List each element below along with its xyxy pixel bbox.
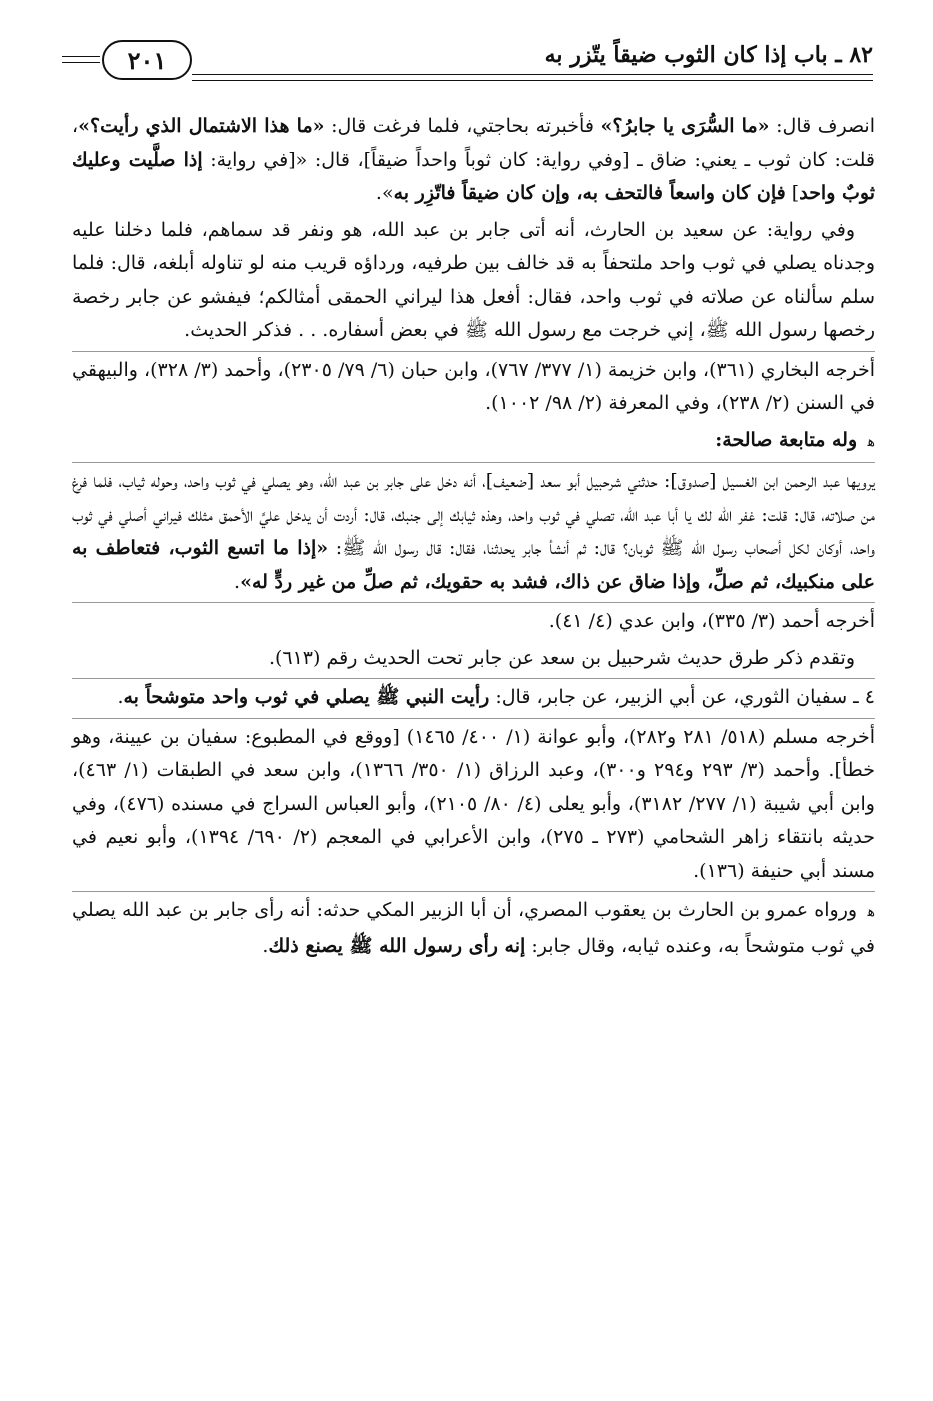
text-run: فأخبرته بحاجتي، فلما فرغت قال: [324,115,601,137]
paragraph-separator [72,351,875,352]
emphasized-text: وله متابعة صالحة: [715,428,858,451]
emphasized-text: إنه رأى رسول الله ﷺ يصنع ذلك [268,934,526,957]
text-run: ، قلت: كان ثوب ـ يعني: ضاق ـ [وفي رواية: كان ثوباً واحداً ضيقاً]، قال: «[في رواية: [72,115,875,171]
paragraph-separator [72,718,875,719]
emphasized-text: إذا صلَّيت وعليك ثوبٌ واحد [72,148,875,204]
paragraph-p4 [72,424,875,460]
text-run: ورواه عمرو بن الحارث بن يعقوب المصري، أن أبا الزبير المكي حدثه: أنه رأى جابر بن عبد الله يصلي في ثوب متوشحاً به، وعنده ثيابه، وقال جابر: [72,899,875,957]
text-run: يرويها عبد الرحمن ابن الغسيل [صدوق]: حدثني شرحبيل أبو سعد [ضعيف]، أنه دخل على جابر بن عبد الله، وهو يصلي في ثوب واحد، وحوله ثياب، فلما فرغ من صلاته، قال: قلت: غفر الله لك يا أبا عبد الله، تصلي في ثوب واحد، وهذه ثيابك إلى جنبك، قال: أردت أن يدخل عليَّ الأحمق مثلك فيراني أصلي في ثوب واحد، أوكان لكل أصحاب رسول الله ﷺ ثوبان؟ قال: ثم أنشأ جابر يحدثنا، فقال: قال رسول الله ﷺ: [72,470,875,559]
emphasized-text: «إذا ما اتسع الثوب، فتعاطف به على منكبيك، ثم صلِّ، وإذا ضاق عن ذاك، فشد به حقويك، ثم صلِّ من غير ردٍّ له» [72,537,875,593]
text-run: أخرجه البخاري (٣٦١)، وابن خزيمة (١/ ٣٧٧/ ٧٦٧)، وابن حبان (٦/ ٧٩/ ٢٣٠٥)، وأحمد (٣/ ٣٢٨)، والبيهقي في السنن (٢/ ٢٣٨)، وفي المعرفة (٢/ ٩٨/ ١٠٠٢). [72,358,875,414]
text-run: أخرجه أحمد (٣/ ٣٣٥)، وابن عدي (٤/ ٤١). [548,610,875,632]
header-rule [62,56,100,57]
paragraph-separator [72,678,875,679]
paragraph-p7 [72,642,875,676]
text-run: أخرجه مسلم (٥١٨/ ٢٨١ و٢٨٢)، وأبو عوانة (١/ ٤٠٠/ ١٤٦٥) [ووقع في المطبوع: سفيان بن عيينة، وهو خطأ]. وأحمد (٣/ ٢٩٣ و٢٩٤ و٣٠٠)، وعبد الرزاق (١/ ٣٥٠/ ١٣٦٦)، وابن سعد في الطبقات (١/ ٤٦٣)، وابن أبي شيبة (١/ ٢٧٧/ ٣١٨٢)، وأبو يعلى (٤/ ٨٠/ ٢١٠٥)، وأبو العباس السراج في مسنده (٤٧٦)، وفي حديثه بانتقاء زاهر الشحامي (٢٧٣ ـ ٢٧٥)، وابن الأعرابي في المعجم (٢/ ٦٩٠/ ١٣٩٤)، وأبو نعيم في مسند أبي حنيفة (١٣٦). [72,725,876,882]
emphasized-text: «ما هذا الاشتمال الذي رأيت؟» [78,115,325,137]
paragraph-p8 [72,681,875,715]
text-run: . [262,934,269,957]
paragraph-separator [72,891,875,892]
emphasized-text: «ما السُّرَى يا جابرُ؟» [600,115,770,137]
text-run: وفي رواية: عن سعيد بن الحارث، أنه أتى جابر بن عبد الله، هو ونفر قد سماهم، فلما دخلنا عليه وجدناه يصلي في ثوب واحد ملتحفاً به قد خالف بين طرفيه، ورداؤه قريب منه لو تناوله أبلغه، قال: فلما سلم سألناه عن صلاته في ثوب واحد، فقال: أفعل هذا ليراني الحمقى أمثالكم؛ فيفشو عن جابر رخصة رخصها رسول الله ﷺ، إني خرجت مع رسول الله ﷺ في بعض أسفاره. . . فذكر الحديث. [72,218,875,341]
paragraph-p9 [72,721,875,889]
section-marker-icon: ﻫ [863,904,876,920]
paragraph-p1 [72,110,875,211]
section-marker-icon: ﻫ [863,433,875,450]
page-body [72,110,875,966]
header-rule [62,62,100,63]
paragraph-separator [72,602,875,603]
running-title: ٨٢ ـ باب إذا كان الثوب ضيقاً يتّزر به [544,42,873,68]
paragraph-separator [72,462,875,463]
paragraph-p6 [72,605,875,639]
emphasized-text: فإن كان واسعاً فالتحف به، وإن كان ضيقاً فاتّزِر به [393,182,786,204]
emphasized-text: رأيت النبي ﷺ يصلي في ثوب واحد متوشحاً به [123,686,490,708]
page-number-badge: ٢٠١ [102,40,192,80]
text-run: انصرف قال: [769,115,875,137]
paragraph-p2 [72,214,875,348]
text-run: ». [375,182,394,204]
header-rule [192,80,873,81]
paragraph-p3 [72,354,875,421]
page-header [62,40,873,86]
paragraph-p5 [72,465,875,599]
text-run: . [234,570,241,593]
paragraph-p10 [72,894,875,963]
text-run: . [117,686,124,708]
text-run: وتقدم ذكر طرق حديث شرحبيل بن سعد عن جابر تحت الحديث رقم (٦١٣). [268,646,855,669]
text-run: ] [785,182,800,204]
text-run: ٤ ـ سفيان الثوري، عن أبي الزبير، عن جابر، قال: [489,686,875,708]
header-rule [192,74,873,75]
